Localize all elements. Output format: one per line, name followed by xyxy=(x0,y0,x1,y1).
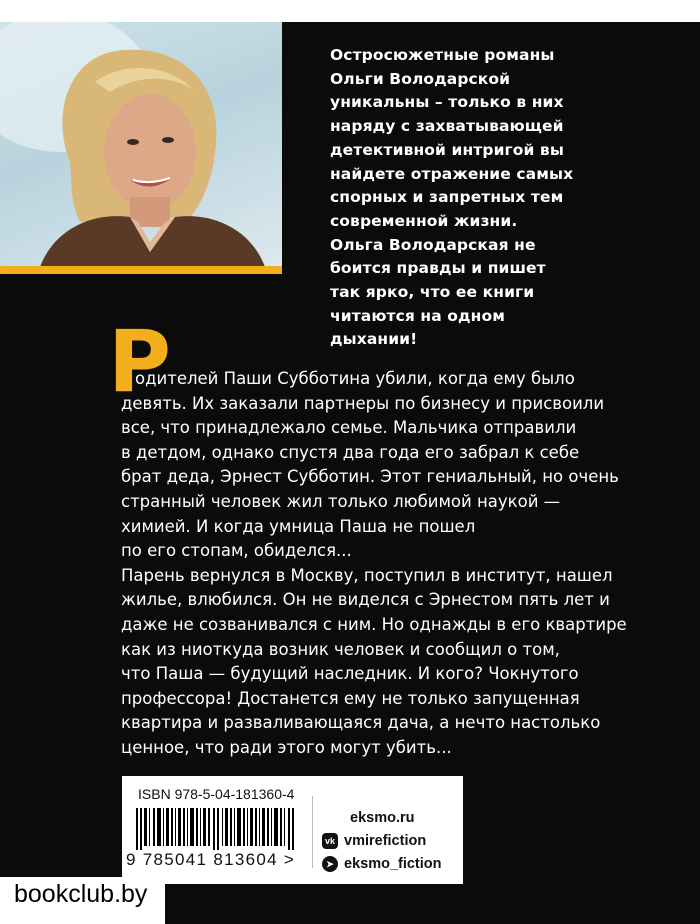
annotation-line: брат деда, Эрнест Субботин. Этот гениальный, но очень xyxy=(121,467,619,487)
annotation-line: девять. Их заказали партнеры по бизнесу и присвоили xyxy=(121,393,605,413)
annotation-line: странный человек жил только любимой наукой — xyxy=(121,491,561,511)
telegram-label: eksmo_fiction xyxy=(344,856,442,872)
vk-label: vmirefiction xyxy=(344,833,427,849)
blurb-line: найдете отражение самых xyxy=(330,164,574,183)
store-watermark-text: bookclub.by xyxy=(14,880,148,908)
barcode-number: 9 785041 813604 > xyxy=(126,850,296,869)
annotation-line: жилье, влюбился. Он не виделся с Эрнестом пять лет и xyxy=(121,590,610,610)
barcode-bars xyxy=(136,808,296,850)
top-margin xyxy=(0,0,700,22)
vk-icon: vk xyxy=(322,833,338,849)
drop-cap: Р xyxy=(108,312,172,412)
barcode-panel xyxy=(122,776,463,884)
annotation-line: квартира и разваливающаяся дача, а нечто настолько xyxy=(121,713,601,733)
book-annotation xyxy=(121,367,627,761)
author-blurb xyxy=(330,44,675,352)
annotation-line: ценное, что ради этого могут убить... xyxy=(121,737,452,757)
photo-accent-bar xyxy=(0,266,282,274)
store-watermark xyxy=(0,877,165,924)
panel-divider xyxy=(312,796,313,868)
annotation-line: все, что принадлежало семье. Мальчика отправили xyxy=(121,418,577,438)
annotation-line: как из ниоткуда возник человек и сообщил о том, xyxy=(121,639,560,659)
annotation-line: Парень вернулся в Москву, поступил в институт, нашел xyxy=(121,565,613,585)
blurb-line: уникальны – только в них xyxy=(330,93,564,112)
blurb-line: читаются на одном xyxy=(330,306,505,325)
website-link[interactable] xyxy=(350,808,414,828)
telegram-icon: ➤ xyxy=(322,856,338,872)
annotation-line: даже не созванивался с ним. Но однажды в его квартире xyxy=(121,614,627,634)
telegram-link[interactable] xyxy=(322,854,442,874)
blurb-line: так ярко, что ее книги xyxy=(330,283,535,302)
blurb-line: современной жизни. xyxy=(330,211,518,230)
blurb-line: Ольги Володарской xyxy=(330,69,511,88)
blurb-line: боится правды и пишет xyxy=(330,259,546,278)
annotation-line: одителей Паши Субботина убили, когда ему было xyxy=(135,369,575,388)
isbn-label: ISBN 978-5-04-181360-4 xyxy=(138,786,295,802)
vk-link[interactable] xyxy=(322,831,426,851)
website-label: eksmo.ru xyxy=(350,810,415,826)
author-photo xyxy=(0,22,282,267)
blurb-line: Ольга Володарская не xyxy=(330,235,536,254)
blurb-line: наряду с захватывающей xyxy=(330,117,564,136)
blurb-line: дыхании! xyxy=(330,330,418,349)
annotation-line: что Паша — будущий наследник. И кого? Чокнутого xyxy=(121,664,579,684)
annotation-line: профессора! Достанется ему не только запущенная xyxy=(121,688,580,708)
annotation-line: химией. И когда умница Паша не пошел xyxy=(121,516,476,536)
annotation-line: по его стопам, обиделся... xyxy=(121,541,352,561)
annotation-line: в детдом, однако спустя два года его забрал к себе xyxy=(121,442,580,462)
blurb-line: детективной интригой вы xyxy=(330,140,564,159)
author-portrait-illustration xyxy=(0,22,282,267)
blurb-line: Остросюжетные романы xyxy=(330,46,555,64)
blurb-line: спорных и запретных тем xyxy=(330,188,564,207)
